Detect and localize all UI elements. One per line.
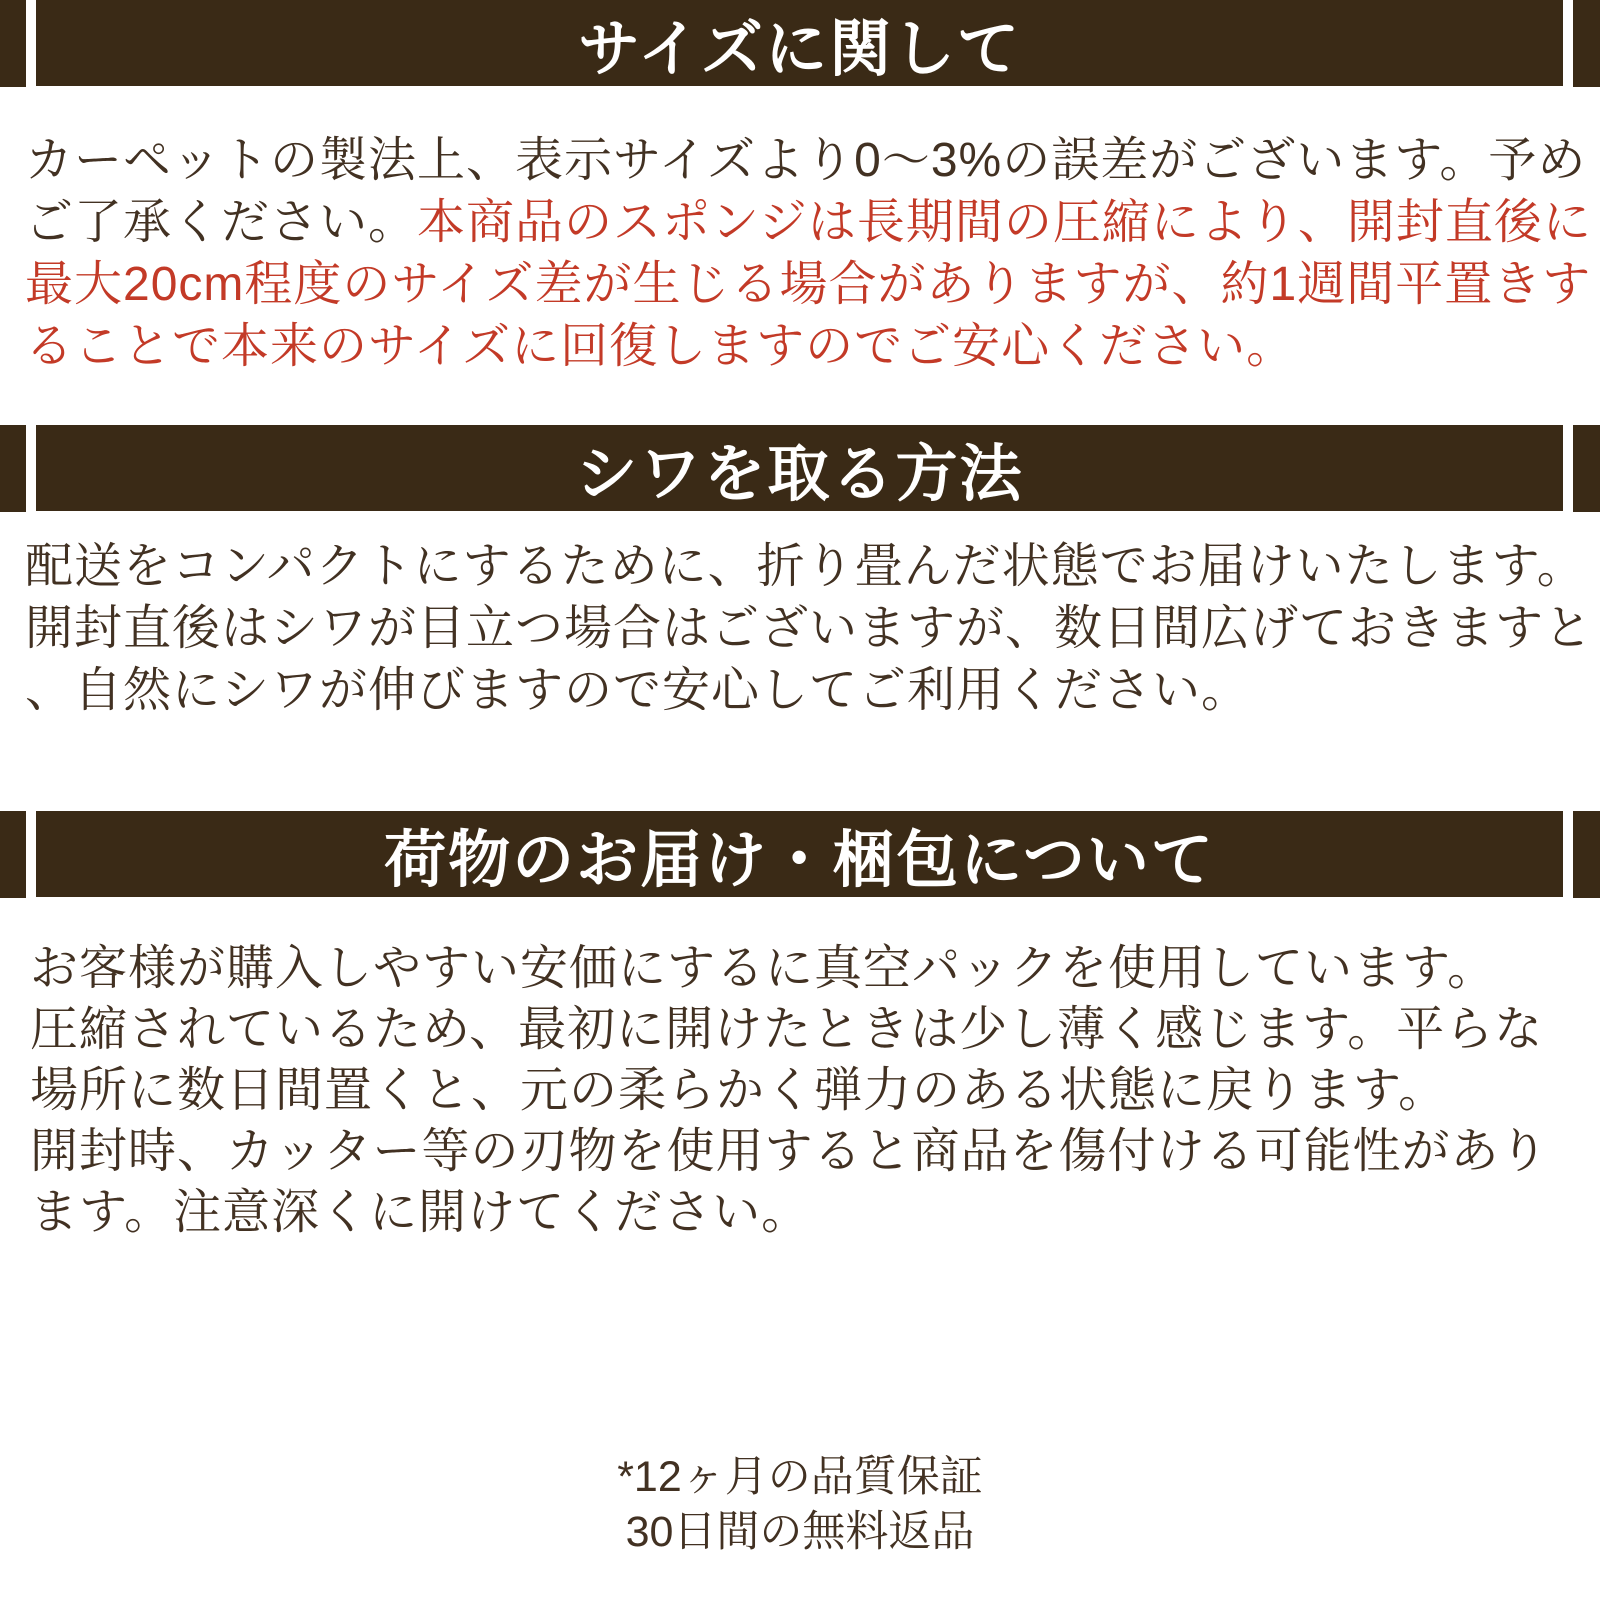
section-header-wrinkle <box>36 425 1563 511</box>
size-notice-line-2-warning: 本商品のスポンジは長期間の圧縮により、開封直後に <box>417 196 1592 249</box>
wrinkle-line-3: 、自然にシワが伸びますので安心してご利用ください。 <box>25 664 1251 717</box>
band-edge-strip-right <box>1573 811 1600 898</box>
free-return-note: 30日間の無料返品 <box>625 1508 975 1556</box>
size-notice-line-2-normal: ご了承ください。 <box>25 196 418 249</box>
band-edge-strip-left <box>0 425 26 512</box>
packaging-line-4: 開封時、カッター等の刃物を使用すると商品を傷付ける可能性があり <box>30 1125 1549 1178</box>
packaging-line-1: お客様が購入しやすい安価にするに真空パックを使用しています。 <box>30 942 1497 995</box>
band-edge-strip-right <box>1573 0 1600 87</box>
packaging-line-5: ます。注意深くに開けてください。 <box>30 1186 811 1239</box>
band-edge-strip-left <box>0 811 26 898</box>
wrinkle-line-2: 開封直後はシワが目立つ場合はございますが、数日間広げておきますと <box>25 602 1594 655</box>
section-header-packaging <box>36 811 1563 897</box>
size-notice-line-2 <box>25 192 1592 254</box>
packaging-line-3: 場所に数日間置くと、元の柔らかく弾力のある状態に戻ります。 <box>30 1064 1448 1117</box>
section-title-wrinkle: シワを取る方法 <box>575 440 1024 509</box>
size-notice-line-3: 最大20cm程度のサイズ差が生じる場合がありますが、約1週間平置きす <box>25 258 1592 311</box>
section-title-size: サイズに関して <box>577 15 1022 84</box>
packaging-paragraph <box>30 938 1590 1243</box>
wrinkle-line-1: 配送をコンパクトにするために、折り畳んだ状態でお届けいたします。 <box>25 540 1586 593</box>
wrinkle-paragraph <box>25 536 1594 722</box>
quality-guarantee-note: *12ヶ月の品質保証 <box>617 1453 983 1501</box>
section-header-size <box>36 0 1563 86</box>
size-notice-line-4: ることで本来のサイズに回復しますのでご安心ください。 <box>25 320 1296 373</box>
section-title-packaging: 荷物のお届け・梱包について <box>384 826 1215 895</box>
packaging-line-2: 圧縮されているため、最初に開けたときは少し薄く感じます。平らな <box>30 1003 1544 1056</box>
band-edge-strip-left <box>0 0 26 87</box>
band-edge-strip-right <box>1573 425 1600 512</box>
size-notice-paragraph <box>25 130 1592 378</box>
footer-notes <box>0 1450 1600 1560</box>
size-notice-line-1: カーペットの製法上、表示サイズより0〜3%の誤差がございます。予め <box>25 134 1587 187</box>
